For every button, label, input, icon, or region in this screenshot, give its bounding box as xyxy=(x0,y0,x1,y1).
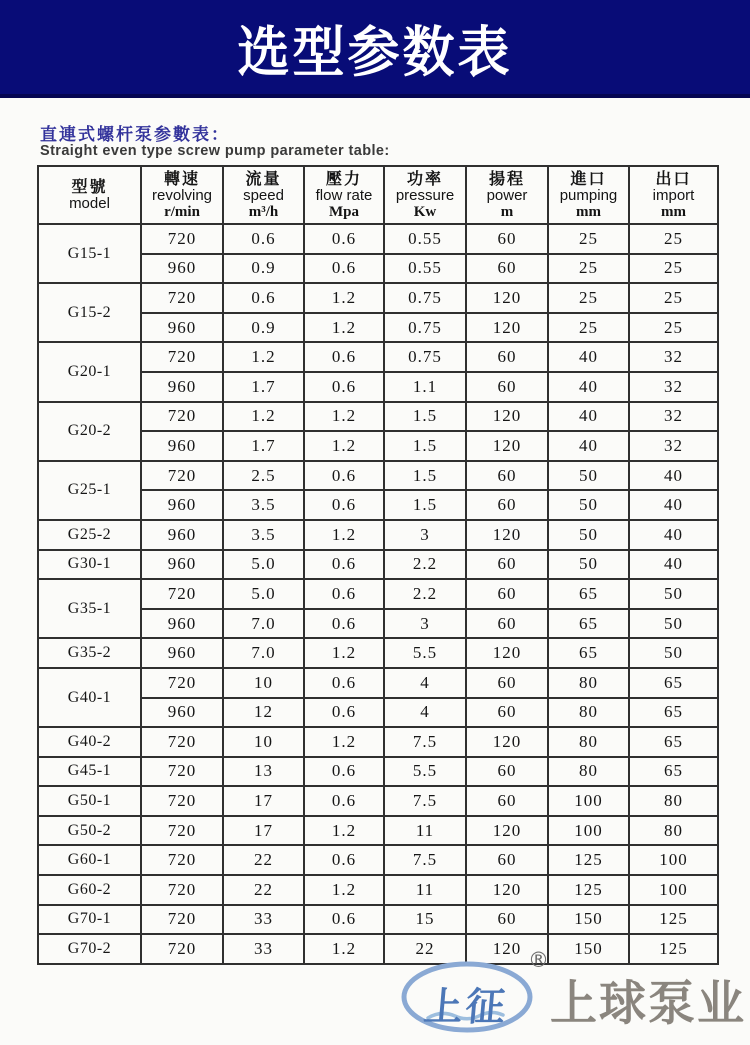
logo-mark-text: 上征 xyxy=(421,985,510,1030)
value-cell: 60 xyxy=(466,224,548,254)
value-cell: 80 xyxy=(548,698,629,728)
value-cell: 3 xyxy=(384,609,466,639)
registered-trademark-icon: ® xyxy=(528,948,549,972)
value-cell: 40 xyxy=(548,342,629,372)
value-cell: 960 xyxy=(141,609,223,639)
value-cell: 7.0 xyxy=(223,609,304,639)
value-cell: 960 xyxy=(141,550,223,580)
table-body xyxy=(38,224,718,964)
value-cell: 10 xyxy=(223,727,304,757)
value-cell: 2.2 xyxy=(384,579,466,609)
value-cell: 4 xyxy=(384,698,466,728)
value-cell: 150 xyxy=(548,905,629,935)
value-cell: 60 xyxy=(466,905,548,935)
value-cell: 120 xyxy=(466,431,548,461)
value-cell: 960 xyxy=(141,431,223,461)
value-cell: 11 xyxy=(384,816,466,846)
value-cell: 25 xyxy=(629,313,718,343)
value-cell: 40 xyxy=(548,431,629,461)
logo-company-text: 上球泵业 xyxy=(550,975,746,1032)
model-cell: G60-2 xyxy=(38,875,141,905)
col-header-model: 型號 model xyxy=(38,166,141,224)
value-cell: 100 xyxy=(629,875,718,905)
value-cell: 50 xyxy=(548,490,629,520)
value-cell: 720 xyxy=(141,905,223,935)
value-cell: 1.2 xyxy=(304,313,384,343)
value-cell: 720 xyxy=(141,845,223,875)
table-row xyxy=(38,668,718,698)
table-row xyxy=(38,342,718,372)
value-cell: 32 xyxy=(629,431,718,461)
table-header xyxy=(38,166,718,224)
table-row xyxy=(38,520,718,550)
value-cell: 32 xyxy=(629,372,718,402)
model-cell: G40-1 xyxy=(38,668,141,727)
value-cell: 7.5 xyxy=(384,727,466,757)
value-cell: 1.7 xyxy=(223,431,304,461)
value-cell: 1.2 xyxy=(304,402,384,432)
value-cell: 60 xyxy=(466,490,548,520)
value-cell: 0.6 xyxy=(304,461,384,491)
value-cell: 50 xyxy=(548,461,629,491)
value-cell: 80 xyxy=(548,727,629,757)
value-cell: 3.5 xyxy=(223,490,304,520)
value-cell: 25 xyxy=(548,283,629,313)
value-cell: 22 xyxy=(223,845,304,875)
value-cell: 100 xyxy=(548,786,629,816)
col-header-revolving: 轉速 revolving r/min xyxy=(141,166,223,224)
value-cell: 7.5 xyxy=(384,786,466,816)
value-cell: 33 xyxy=(223,905,304,935)
value-cell: 0.6 xyxy=(304,224,384,254)
value-cell: 0.6 xyxy=(304,550,384,580)
value-cell: 25 xyxy=(548,313,629,343)
value-cell: 40 xyxy=(629,520,718,550)
value-cell: 60 xyxy=(466,342,548,372)
value-cell: 1.2 xyxy=(304,431,384,461)
value-cell: 60 xyxy=(466,786,548,816)
value-cell: 65 xyxy=(629,757,718,787)
value-cell: 0.6 xyxy=(304,845,384,875)
model-cell: G25-2 xyxy=(38,520,141,550)
value-cell: 50 xyxy=(629,609,718,639)
value-cell: 60 xyxy=(466,845,548,875)
value-cell: 65 xyxy=(629,668,718,698)
value-cell: 120 xyxy=(466,638,548,668)
value-cell: 60 xyxy=(466,609,548,639)
value-cell: 1.5 xyxy=(384,402,466,432)
title-banner xyxy=(0,0,750,98)
value-cell: 720 xyxy=(141,934,223,964)
value-cell: 720 xyxy=(141,668,223,698)
value-cell: 720 xyxy=(141,402,223,432)
table-row xyxy=(38,461,718,491)
value-cell: 0.6 xyxy=(304,757,384,787)
value-cell: 0.6 xyxy=(304,372,384,402)
value-cell: 2.5 xyxy=(223,461,304,491)
brand-logo xyxy=(400,946,748,1042)
model-cell: G45-1 xyxy=(38,757,141,787)
model-cell: G30-1 xyxy=(38,550,141,580)
value-cell: 5.5 xyxy=(384,757,466,787)
model-cell: G20-2 xyxy=(38,402,141,461)
value-cell: 22 xyxy=(384,934,466,964)
value-cell: 50 xyxy=(629,579,718,609)
table-row xyxy=(38,845,718,875)
value-cell: 720 xyxy=(141,816,223,846)
value-cell: 1.5 xyxy=(384,490,466,520)
col-header-pressure: 功率 pressure Kw xyxy=(384,166,466,224)
subtitle-english: Straight even type screw pump parameter table: xyxy=(40,143,390,159)
value-cell: 33 xyxy=(223,934,304,964)
col-header-power: 揚程 power m xyxy=(466,166,548,224)
value-cell: 0.9 xyxy=(223,254,304,284)
value-cell: 3.5 xyxy=(223,520,304,550)
value-cell: 80 xyxy=(548,757,629,787)
value-cell: 0.6 xyxy=(304,579,384,609)
model-cell: G25-1 xyxy=(38,461,141,520)
value-cell: 60 xyxy=(466,757,548,787)
model-cell: G50-2 xyxy=(38,816,141,846)
table-row xyxy=(38,875,718,905)
model-cell: G35-2 xyxy=(38,638,141,668)
value-cell: 0.6 xyxy=(304,342,384,372)
value-cell: 50 xyxy=(548,520,629,550)
value-cell: 80 xyxy=(548,668,629,698)
value-cell: 65 xyxy=(629,727,718,757)
value-cell: 1.2 xyxy=(304,816,384,846)
value-cell: 25 xyxy=(629,224,718,254)
value-cell: 80 xyxy=(629,816,718,846)
value-cell: 65 xyxy=(548,638,629,668)
value-cell: 0.55 xyxy=(384,254,466,284)
value-cell: 0.6 xyxy=(223,224,304,254)
value-cell: 720 xyxy=(141,461,223,491)
table-row xyxy=(38,905,718,935)
value-cell: 0.6 xyxy=(304,905,384,935)
value-cell: 1.2 xyxy=(304,283,384,313)
model-cell: G40-2 xyxy=(38,727,141,757)
value-cell: 125 xyxy=(548,845,629,875)
value-cell: 25 xyxy=(548,224,629,254)
value-cell: 15 xyxy=(384,905,466,935)
value-cell: 960 xyxy=(141,372,223,402)
value-cell: 65 xyxy=(629,698,718,728)
value-cell: 120 xyxy=(466,875,548,905)
value-cell: 960 xyxy=(141,313,223,343)
value-cell: 960 xyxy=(141,698,223,728)
value-cell: 60 xyxy=(466,254,548,284)
model-cell: G15-2 xyxy=(38,283,141,342)
value-cell: 5.5 xyxy=(384,638,466,668)
col-header-pumping: 進口 pumping mm xyxy=(548,166,629,224)
value-cell: 13 xyxy=(223,757,304,787)
value-cell: 0.55 xyxy=(384,224,466,254)
value-cell: 65 xyxy=(548,579,629,609)
value-cell: 100 xyxy=(548,816,629,846)
value-cell: 60 xyxy=(466,668,548,698)
value-cell: 120 xyxy=(466,727,548,757)
value-cell: 1.2 xyxy=(223,402,304,432)
model-cell: G70-1 xyxy=(38,905,141,935)
value-cell: 7.0 xyxy=(223,638,304,668)
model-cell: G20-1 xyxy=(38,342,141,401)
table-row xyxy=(38,579,718,609)
value-cell: 0.6 xyxy=(304,698,384,728)
value-cell: 120 xyxy=(466,816,548,846)
value-cell: 60 xyxy=(466,579,548,609)
table-row xyxy=(38,727,718,757)
model-cell: G15-1 xyxy=(38,224,141,283)
value-cell: 120 xyxy=(466,520,548,550)
col-header-speed: 流量 speed m³/h xyxy=(223,166,304,224)
col-header-flow-rate: 壓力 flow rate Mpa xyxy=(304,166,384,224)
model-cell: G60-1 xyxy=(38,845,141,875)
value-cell: 1.2 xyxy=(304,875,384,905)
table-header-row xyxy=(38,166,718,224)
value-cell: 1.5 xyxy=(384,461,466,491)
value-cell: 0.75 xyxy=(384,313,466,343)
value-cell: 120 xyxy=(466,313,548,343)
subtitle-chinese: 直連式螺杆泵参數表： xyxy=(40,125,230,144)
value-cell: 720 xyxy=(141,786,223,816)
value-cell: 60 xyxy=(466,698,548,728)
value-cell: 1.2 xyxy=(304,727,384,757)
value-cell: 25 xyxy=(629,283,718,313)
value-cell: 125 xyxy=(548,875,629,905)
value-cell: 40 xyxy=(548,402,629,432)
col-header-import: 出口 import mm xyxy=(629,166,718,224)
value-cell: 125 xyxy=(629,905,718,935)
value-cell: 80 xyxy=(629,786,718,816)
value-cell: 720 xyxy=(141,727,223,757)
model-cell: G35-1 xyxy=(38,579,141,638)
value-cell: 1.1 xyxy=(384,372,466,402)
value-cell: 32 xyxy=(629,342,718,372)
value-cell: 960 xyxy=(141,490,223,520)
value-cell: 720 xyxy=(141,283,223,313)
value-cell: 1.2 xyxy=(223,342,304,372)
value-cell: 120 xyxy=(466,283,548,313)
value-cell: 120 xyxy=(466,934,548,964)
value-cell: 50 xyxy=(548,550,629,580)
value-cell: 0.6 xyxy=(304,609,384,639)
value-cell: 1.5 xyxy=(384,431,466,461)
value-cell: 720 xyxy=(141,224,223,254)
table-row xyxy=(38,550,718,580)
table-row xyxy=(38,402,718,432)
model-cell: G70-2 xyxy=(38,934,141,964)
value-cell: 1.2 xyxy=(304,520,384,550)
value-cell: 0.6 xyxy=(304,490,384,520)
value-cell: 7.5 xyxy=(384,845,466,875)
value-cell: 3 xyxy=(384,520,466,550)
value-cell: 60 xyxy=(466,550,548,580)
value-cell: 4 xyxy=(384,668,466,698)
value-cell: 11 xyxy=(384,875,466,905)
table-row xyxy=(38,224,718,254)
value-cell: 17 xyxy=(223,816,304,846)
value-cell: 5.0 xyxy=(223,579,304,609)
value-cell: 0.6 xyxy=(304,254,384,284)
value-cell: 60 xyxy=(466,461,548,491)
value-cell: 720 xyxy=(141,342,223,372)
value-cell: 50 xyxy=(629,638,718,668)
value-cell: 150 xyxy=(548,934,629,964)
table-row xyxy=(38,786,718,816)
value-cell: 25 xyxy=(629,254,718,284)
value-cell: 0.6 xyxy=(304,668,384,698)
value-cell: 1.7 xyxy=(223,372,304,402)
value-cell: 12 xyxy=(223,698,304,728)
value-cell: 960 xyxy=(141,638,223,668)
table-row xyxy=(38,638,718,668)
value-cell: 100 xyxy=(629,845,718,875)
value-cell: 720 xyxy=(141,875,223,905)
value-cell: 0.6 xyxy=(304,786,384,816)
value-cell: 720 xyxy=(141,757,223,787)
value-cell: 22 xyxy=(223,875,304,905)
value-cell: 40 xyxy=(548,372,629,402)
value-cell: 10 xyxy=(223,668,304,698)
value-cell: 32 xyxy=(629,402,718,432)
value-cell: 60 xyxy=(466,372,548,402)
value-cell: 40 xyxy=(629,461,718,491)
page-title: 选型参数表 xyxy=(237,21,513,85)
value-cell: 720 xyxy=(141,579,223,609)
parameter-table xyxy=(37,165,719,965)
value-cell: 2.2 xyxy=(384,550,466,580)
value-cell: 125 xyxy=(629,934,718,964)
value-cell: 1.2 xyxy=(304,638,384,668)
value-cell: 0.75 xyxy=(384,342,466,372)
value-cell: 65 xyxy=(548,609,629,639)
value-cell: 960 xyxy=(141,520,223,550)
value-cell: 0.75 xyxy=(384,283,466,313)
table-row xyxy=(38,816,718,846)
value-cell: 0.9 xyxy=(223,313,304,343)
table-row xyxy=(38,757,718,787)
value-cell: 120 xyxy=(466,402,548,432)
table-row xyxy=(38,283,718,313)
value-cell: 1.2 xyxy=(304,934,384,964)
value-cell: 960 xyxy=(141,254,223,284)
value-cell: 25 xyxy=(548,254,629,284)
value-cell: 40 xyxy=(629,550,718,580)
value-cell: 17 xyxy=(223,786,304,816)
value-cell: 0.6 xyxy=(223,283,304,313)
value-cell: 5.0 xyxy=(223,550,304,580)
value-cell: 40 xyxy=(629,490,718,520)
model-cell: G50-1 xyxy=(38,786,141,816)
